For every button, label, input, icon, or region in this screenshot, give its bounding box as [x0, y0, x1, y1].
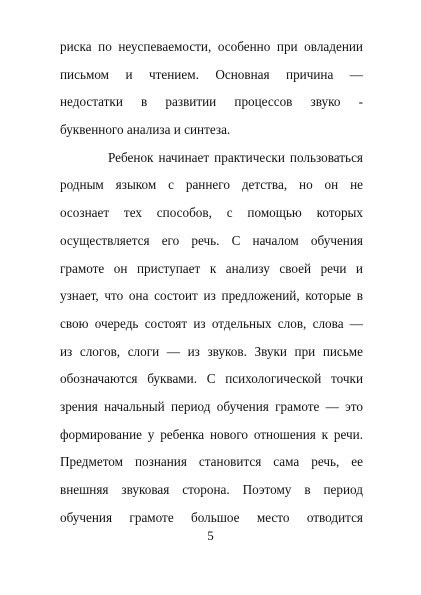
text-line: буквенного анализа и синтеза.: [60, 122, 231, 138]
text-line: осознает тех способов, с помощью которых: [60, 205, 363, 221]
text-line: зрения начальный период обучения грамоте — это: [60, 398, 363, 414]
text-line: осуществляется его речь. С началом обучения: [60, 232, 363, 248]
text-line: свою очередь состоят из отдельных слов, слова —: [60, 315, 363, 331]
text-line: недостатки в развитии процессов звуко -: [60, 94, 363, 110]
text-line: узнает, что она состоит из предложений, которые в: [60, 288, 363, 304]
text-line: письмом и чтением. Основная причина —: [60, 66, 363, 82]
document-body: [60, 33, 363, 531]
paragraph-first-line: Ребенок начинает практически пользоваться: [108, 149, 363, 165]
text-line: из слогов, слоги — из звуков. Звуки при письме: [60, 343, 363, 359]
text-line: обозначаются буквами. С психологической точки: [60, 371, 363, 387]
text-line: родным языком с раннего детства, но он не: [60, 177, 363, 193]
text-line: внешняя звуковая сторона. Поэтому в период: [60, 482, 363, 497]
text-line: риска по неуспеваемости, особенно при овладении: [60, 39, 363, 54]
text-line: грамоте он приступает к анализу своей речи и: [60, 260, 363, 276]
text-line: Предметом познания становится сама речь, ее: [60, 454, 363, 470]
text-line: формирование у ребенка нового отношения к речи.: [60, 426, 363, 442]
text-line: обучения грамоте большое место отводится: [60, 509, 363, 525]
page-number: 5: [207, 528, 214, 543]
